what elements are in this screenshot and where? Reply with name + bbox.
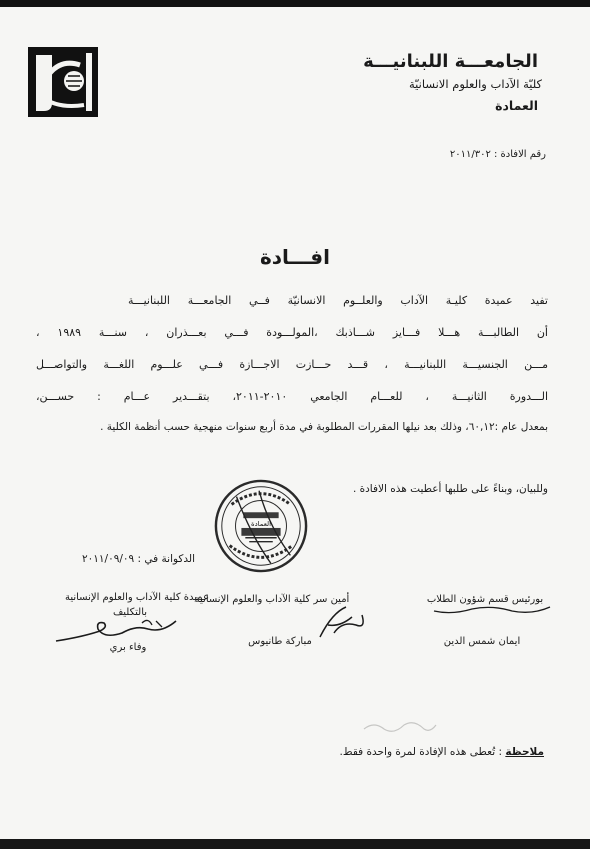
secretary-signature	[312, 603, 372, 641]
official-stamp	[212, 477, 310, 575]
place-and-date: الدكوانة في : ٢٠١١/٠٩/٠٩	[82, 553, 196, 565]
dean-title: عميدة كلية الآداب والعلوم الإنسانية	[64, 592, 210, 603]
footnote-text: : تُعطى هذه الإفادة لمرة واحدة فقط.	[339, 746, 503, 758]
top-scan-border	[0, 0, 590, 7]
body-line: أن الطالبـــة هـــلا فـــايز شـــاذبك ،المولـــودة فـــي بعـــذران ، سنـــة ١٩٨٩ ،	[36, 326, 548, 339]
stamp-label: العمادة	[250, 520, 272, 528]
office-name: العمادة	[495, 98, 538, 113]
faculty-secretary-name: مباركة طانيوس	[248, 636, 312, 647]
student-affairs-head-name: ايمان شمس الدين	[443, 636, 521, 647]
closing-sentence: وللبيان، وبناءً على طلبها أعطيت هذه الافادة .	[352, 483, 548, 495]
footnote-label: ملاحظة	[505, 746, 544, 758]
reference-number: رقم الافادة : ٢٠١١/٣٠٢	[449, 149, 546, 160]
footnote	[340, 746, 544, 758]
body-line: الـــدورة الثانيـــة ، للعـــام الجامعي ٢٠١٠-٢٠١١، بتقـــدير عـــام : حســـن،	[36, 390, 548, 403]
body-line: بمعدل عام :٦٠,١٢، وذلك بعد نيلها المقررات المطلوبة في مدة أربع سنوات منهجية حسب أنظمة الكلية .	[100, 421, 548, 433]
bottom-scan-border	[0, 839, 590, 849]
faculty-secretary-title: أمين سر كلية الآداب والعلوم الإنسانية	[194, 594, 350, 605]
dean-name: وفاء بري	[109, 642, 147, 653]
university-name: الجامعـــة اللبنانيـــة	[363, 51, 538, 72]
student-affairs-signature	[432, 601, 552, 619]
document-title: افـــادة	[259, 245, 331, 269]
student-affairs-head-title: بورئيس قسم شؤون الطلاب	[426, 594, 544, 605]
dean-signature	[52, 613, 182, 645]
certificate-page	[0, 7, 590, 839]
faint-handwriting	[360, 717, 440, 737]
dean-acting-label: بالتكليف	[112, 607, 148, 618]
body-line: مـــن الجنسيـــة اللبنانيـــة ، قـــد حـــازت الاجـــازة فـــي علـــوم اللغـــة والتواصـــل	[36, 358, 548, 371]
body-line: تفيد عميدة كليـة الآداب والعلــوم الانسانيّة فــي الجامعـــة اللبنانيـــة	[128, 294, 548, 307]
university-logo	[28, 47, 98, 117]
faculty-name: كليّة الآداب والعلوم الانسانيّة	[408, 77, 542, 91]
